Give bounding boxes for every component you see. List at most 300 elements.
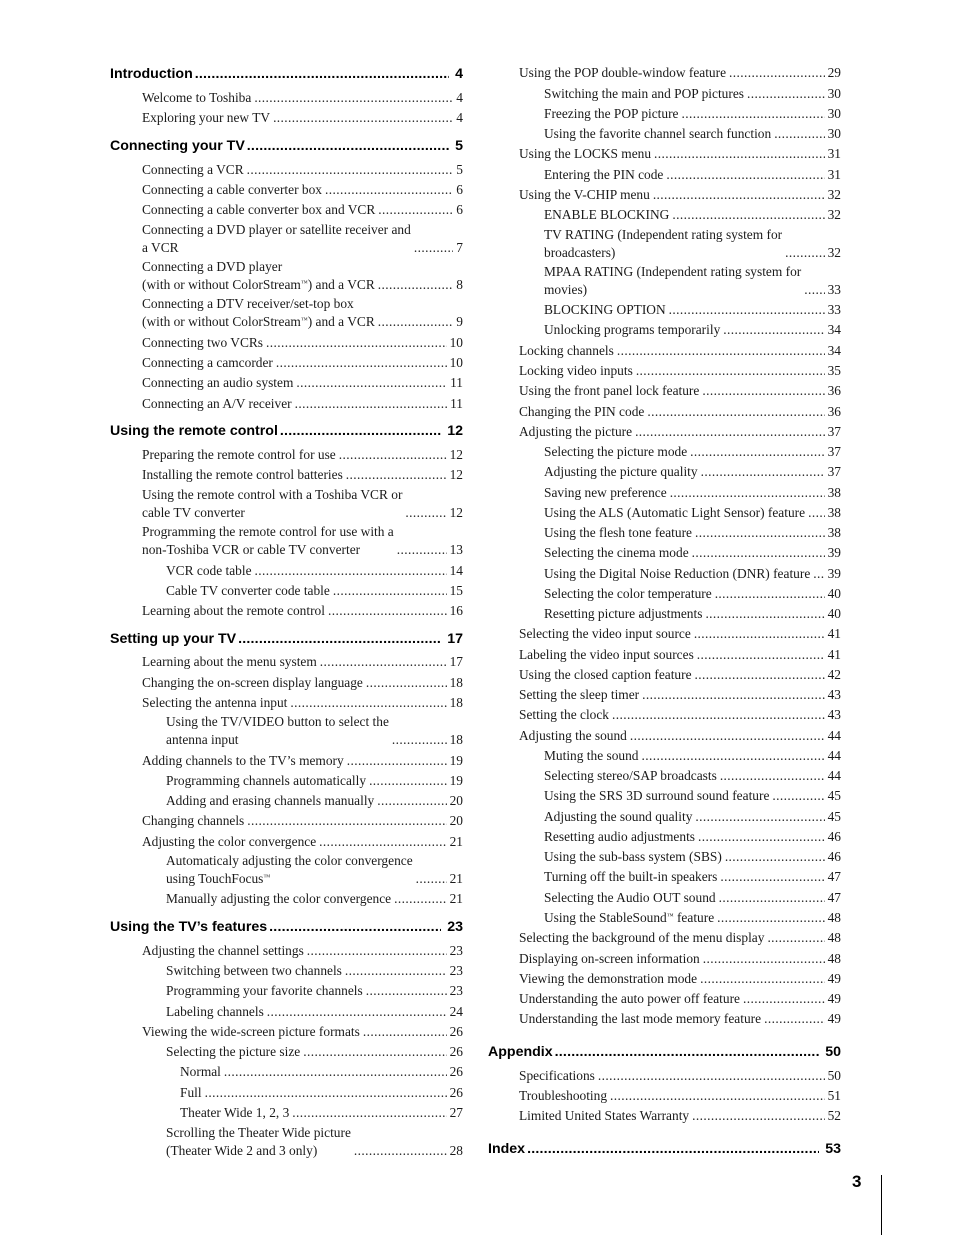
toc-entry-page: 26 (449, 1024, 463, 1039)
toc-entry-title: TV RATING (Independent rating system for broadcasters) (544, 227, 783, 260)
toc-entry-title: Changing the on-screen display language (142, 675, 363, 690)
toc-entry-page: 5 (455, 138, 463, 154)
toc-entry-page: 18 (449, 675, 463, 690)
toc-entry-page: 36 (827, 383, 841, 398)
toc-entry-page: 38 (827, 525, 841, 540)
toc-entry-selecting-stereo-sap-broadcasts (544, 767, 841, 784)
toc-entry-page: 4 (456, 90, 463, 105)
toc-entry-limited-united-states-warranty (519, 1107, 841, 1124)
toc-entry-title: Programming the remote control for use with a non-Toshiba VCR or cable TV converter (142, 524, 394, 557)
toc-entry-title: Resetting audio adjustments (544, 829, 695, 844)
toc-entry-title: Connecting a cable converter box (142, 182, 322, 197)
toc-entry-title: Using the LOCKS menu (519, 146, 652, 161)
toc-entry-page: 34 (827, 343, 841, 358)
dot-leader (267, 1003, 447, 1020)
dot-leader (339, 446, 447, 463)
toc-entry-page: 32 (827, 207, 841, 222)
toc-entry-page: 43 (827, 687, 841, 702)
toc-entry-title: Changing the PIN code (519, 404, 645, 419)
toc-entry-title: Using the remote control with a Toshiba VCR or cable TV converter (142, 487, 403, 520)
toc-entry-page: 36 (827, 404, 841, 419)
toc-entry-title: Normal (180, 1064, 221, 1079)
toc-entry-page: 33 (827, 302, 841, 317)
toc-entry-page: 20 (449, 793, 463, 808)
toc-entry-title: Cable TV converter code table (166, 583, 330, 598)
toc-section-using-the-remote-control (110, 423, 463, 440)
toc-entry-title: Using the POP double-window feature (519, 65, 727, 80)
dot-leader (702, 382, 824, 399)
toc-entry-page: 23 (449, 983, 463, 998)
page-number-rule (881, 1175, 882, 1235)
toc-entry-page: 21 (449, 891, 463, 906)
toc-entry-page: 44 (827, 728, 841, 743)
toc-entry-using-the-closed-caption-feature (519, 666, 841, 683)
toc-entry-adjusting-the-picture-quality (544, 463, 841, 480)
toc-entry-using-the-srs-3d-surround-sound-feature (544, 787, 841, 804)
toc-entry-page: 37 (827, 444, 841, 459)
toc-entry-changing-the-pin-code (519, 403, 841, 420)
toc-entry-title: Understanding the last mode memory feature (519, 1011, 762, 1026)
toc-entry-title: Selecting stereo/SAP broadcasts (544, 768, 717, 783)
dot-leader (695, 524, 825, 541)
toc-entry-tv-rating-independent-rating-system-for-broadcas (544, 226, 841, 261)
toc-entry-title: Displaying on-screen information (519, 951, 700, 966)
toc-entry-changing-channels (142, 812, 463, 829)
toc-entry-setting-the-sleep-timer (519, 686, 841, 703)
toc-entry-title: Index (488, 1141, 526, 1157)
toc-entry-using-the-favorite-channel-search-function (544, 125, 841, 142)
toc-entry-title: Theater Wide 1, 2, 3 (180, 1105, 290, 1120)
toc-entry-automaticaly-adjusting-the-color-convergence-usi (166, 852, 463, 887)
toc-entry-title: Selecting the Audio OUT sound (544, 890, 716, 905)
toc-entry-switching-the-main-and-pop-pictures (544, 85, 841, 102)
dot-leader (378, 276, 454, 294)
toc-entry-mpaa-rating-independent-rating-system-for-movies (544, 263, 841, 298)
dot-leader (670, 484, 825, 501)
toc-entry-title: Connecting a DVD player or satellite receiver and a VCR (142, 222, 411, 255)
toc-entry-adjusting-the-sound-quality (544, 808, 841, 825)
dot-leader (725, 848, 825, 865)
dot-leader (276, 354, 447, 371)
toc-entry-title: Connecting a DVD player (with or without ColorStream™) and a VCR (142, 259, 375, 292)
toc-entry-page: 31 (827, 167, 841, 182)
toc-entry-connecting-a-dvd-player-or-satellite-receiver-an (142, 221, 463, 256)
toc-entry-title: Saving new preference (544, 485, 667, 500)
dot-leader (617, 342, 825, 359)
toc-entry-title: Connecting a DTV receiver/set-top box (with or without ColorStream™) and a VCR (142, 296, 375, 329)
toc-entry-using-the-sub-bass-system-sbs (544, 848, 841, 865)
toc-entry-page: 35 (827, 363, 841, 378)
toc-entry-page: 16 (449, 603, 463, 618)
toc-entry-connecting-a-dvd-player-with-or-without-colorstr (142, 258, 463, 293)
toc-entry-connecting-an-a-v-receiver (142, 395, 463, 412)
toc-entry-selecting-the-cinema-mode (544, 544, 841, 561)
dot-leader (527, 1141, 819, 1158)
toc-entry-title: Viewing the demonstration mode (519, 971, 698, 986)
toc-entry-page: 24 (449, 1004, 463, 1019)
toc-entry-troubleshooting (519, 1087, 841, 1104)
toc-entry-page: 40 (827, 586, 841, 601)
toc-entry-title: Freezing the POP picture (544, 106, 679, 121)
dot-leader (296, 374, 447, 391)
toc-entry-page: 14 (449, 563, 463, 578)
toc-entry-page: 48 (827, 910, 841, 925)
toc-entry-title: Learning about the remote control (142, 603, 325, 618)
toc-entry-blocking-option (544, 301, 841, 318)
toc-entry-locking-channels (519, 342, 841, 359)
toc-entry-page: 7 (456, 239, 463, 255)
toc-section-introduction (110, 66, 463, 83)
toc-entry-page: 44 (827, 748, 841, 763)
toc-entry-title: Learning about the menu system (142, 654, 317, 669)
toc-entry-welcome-to-toshiba (142, 89, 463, 106)
toc-entry-connecting-a-vcr (142, 161, 463, 178)
toc-entry-selecting-the-background-of-the-menu-display (519, 929, 841, 946)
toc-entry-title: Using the Digital Noise Reduction (DNR) feature (544, 566, 811, 581)
toc-entry-title: Selecting the picture size (166, 1044, 301, 1059)
toc-entry-page: 19 (449, 753, 463, 768)
dot-leader (698, 828, 825, 845)
dot-leader (292, 1104, 446, 1121)
dot-leader (705, 605, 824, 622)
toc-entry-page: 49 (827, 971, 841, 986)
toc-entry-full (180, 1084, 463, 1101)
toc-entry-connecting-two-vcrs (142, 334, 463, 351)
toc-entry-page: 32 (827, 244, 841, 260)
toc-entry-programming-channels-automatically (166, 772, 463, 789)
toc-entry-using-the-als-automatic-light-sensor-feature (544, 504, 841, 521)
dot-leader (392, 731, 447, 749)
toc-entry-title: Selecting the color temperature (544, 586, 712, 601)
toc-entry-page: 4 (456, 110, 463, 125)
dot-leader (723, 321, 824, 338)
toc-entry-page: 23 (449, 943, 463, 958)
toc-entry-title: Selecting the video input source (519, 626, 691, 641)
toc-entry-title: Using the TV’s features (110, 919, 268, 935)
toc-entry-connecting-a-cable-converter-box (142, 181, 463, 198)
dot-leader (654, 145, 825, 162)
toc-entry-specifications (519, 1067, 841, 1084)
dot-leader (764, 1010, 825, 1027)
dot-leader (266, 334, 447, 351)
toc-section-index (488, 1141, 841, 1158)
toc-entry-adding-and-erasing-channels-manually (166, 792, 463, 809)
dot-leader (303, 1043, 446, 1060)
toc-entry-enable-blocking (544, 206, 841, 223)
toc-entry-programming-the-remote-control-for-use-with-a-no (142, 523, 463, 558)
dot-leader (635, 423, 825, 440)
toc-entry-page: 43 (827, 707, 841, 722)
toc-entry-selecting-the-antenna-input (142, 694, 463, 711)
dot-leader (694, 625, 825, 642)
toc-entry-page: 12 (449, 467, 463, 482)
dot-leader (224, 1063, 447, 1080)
dot-leader (701, 463, 825, 480)
dot-leader (743, 990, 825, 1007)
dot-leader (205, 1084, 447, 1101)
toc-entry-page: 11 (450, 396, 463, 411)
toc-entry-title: Adding channels to the TV’s memory (142, 753, 344, 768)
toc-entry-selecting-the-picture-size (166, 1043, 463, 1060)
dot-leader (555, 1044, 820, 1061)
toc-entry-page: 46 (827, 849, 841, 864)
toc-entry-vcr-code-table (166, 562, 463, 579)
toc-entry-turning-off-the-built-in-speakers (544, 868, 841, 885)
dot-leader (325, 181, 453, 198)
toc-entry-page: 30 (827, 106, 841, 121)
toc-entry-title: Using the remote control (110, 423, 278, 439)
dot-leader (717, 909, 824, 926)
toc-entry-title: Using the favorite channel search function (544, 126, 772, 141)
toc-entry-title: Selecting the background of the menu display (519, 930, 765, 945)
toc-entry-page: 18 (449, 731, 463, 747)
dot-leader (653, 186, 825, 203)
toc-entry-page: 37 (827, 464, 841, 479)
toc-entry-page: 45 (827, 809, 841, 824)
toc-entry-title: Adjusting the color convergence (142, 834, 317, 849)
toc-entry-page: 12 (449, 504, 463, 520)
toc-entry-using-the-stablesound-feature (544, 909, 841, 926)
toc-entry-title: Adjusting the sound quality (544, 809, 693, 824)
toc-entry-page: 38 (827, 505, 841, 520)
toc-entry-using-the-flesh-tone-feature (544, 524, 841, 541)
toc-entry-title: Adjusting the sound (519, 728, 627, 743)
toc-entry-labeling-the-video-input-sources (519, 646, 841, 663)
toc-entry-page: 33 (827, 281, 841, 297)
toc-entry-using-the-front-panel-lock-feature (519, 382, 841, 399)
dot-leader (692, 1107, 825, 1124)
toc-entry-title: Introduction (110, 66, 193, 82)
toc-entry-setting-the-clock (519, 706, 841, 723)
toc-entry-title: Viewing the wide-screen picture formats (142, 1024, 360, 1039)
dot-leader (747, 85, 825, 102)
toc-entry-title: Adjusting the picture quality (544, 464, 698, 479)
toc-entry-preparing-the-remote-control-for-use (142, 446, 463, 463)
toc-entry-title: Changing channels (142, 813, 245, 828)
toc-entry-switching-between-two-channels (166, 962, 463, 979)
toc-entry-adjusting-the-sound (519, 727, 841, 744)
toc-entry-page: 48 (827, 930, 841, 945)
toc-entry-page: 15 (449, 583, 463, 598)
toc-entry-title: Limited United States Warranty (519, 1108, 690, 1123)
toc-entry-saving-new-preference (544, 484, 841, 501)
dot-leader (378, 313, 454, 331)
toc-entry-page: 32 (827, 187, 841, 202)
toc-entry-page: 52 (827, 1108, 841, 1123)
toc-entry-page: 28 (449, 1142, 463, 1158)
toc-entry-connecting-an-audio-system (142, 374, 463, 391)
toc-entry-page: 26 (449, 1064, 463, 1079)
toc-entry-title: Using the flesh tone feature (544, 525, 692, 540)
dot-leader (347, 752, 447, 769)
dot-leader (378, 201, 453, 218)
toc-entry-selecting-the-picture-mode (544, 443, 841, 460)
toc-entry-title: Selecting the cinema mode (544, 545, 689, 560)
dot-leader (366, 982, 447, 999)
dot-leader (729, 64, 825, 81)
toc-entry-using-the-locks-menu (519, 145, 841, 162)
toc-entry-page: 23 (449, 963, 463, 978)
toc-entry-title: Connecting a VCR (142, 162, 244, 177)
toc-entry-muting-the-sound (544, 747, 841, 764)
toc-entry-page: 17 (449, 654, 463, 669)
toc-entry-page: 51 (827, 1088, 841, 1103)
toc-entry-title: Troubleshooting (519, 1088, 608, 1103)
toc-entry-page: 23 (447, 919, 463, 935)
toc-section-connecting-your-tv (110, 138, 463, 155)
toc-entry-page: 42 (827, 667, 841, 682)
toc-entry-title: Setting the sleep timer (519, 687, 640, 702)
toc-entry-selecting-the-audio-out-sound (544, 889, 841, 906)
toc-entry-labeling-channels (166, 1003, 463, 1020)
dot-leader (669, 301, 825, 318)
dot-leader (682, 105, 825, 122)
dot-leader (715, 585, 825, 602)
toc-entry-page: 12 (449, 447, 463, 462)
toc-entry-title: Unlocking programs temporarily (544, 322, 721, 337)
toc-entry-page: 13 (449, 541, 463, 557)
toc-entry-title: Installing the remote control batteries (142, 467, 343, 482)
dot-leader (363, 1023, 447, 1040)
dot-leader (269, 919, 441, 936)
toc-entry-connecting-a-dtv-receiver-set-top-box-with-or-wi (142, 295, 463, 330)
toc-entry-title: Labeling the video input sources (519, 647, 694, 662)
toc-entry-exploring-your-new-tv (142, 109, 463, 126)
toc-entry-title: Connecting a cable converter box and VCR (142, 202, 376, 217)
toc-entry-page: 37 (827, 424, 841, 439)
toc-entry-title: Programming your favorite channels (166, 983, 363, 998)
toc-entry-viewing-the-wide-screen-picture-formats (142, 1023, 463, 1040)
toc-entry-title: Specifications (519, 1068, 595, 1083)
toc-entry-page: 30 (827, 126, 841, 141)
toc-entry-unlocking-programs-temporarily (544, 321, 841, 338)
toc-entry-page: 26 (449, 1085, 463, 1100)
toc-entry-selecting-the-color-temperature (544, 585, 841, 602)
dot-leader (700, 970, 825, 987)
dot-leader (394, 890, 447, 907)
toc-entry-page: 27 (449, 1105, 463, 1120)
toc-entry-adjusting-the-color-convergence (142, 833, 463, 850)
toc-entry-title: Entering the PIN code (544, 167, 664, 182)
toc-entry-page: 46 (827, 829, 841, 844)
toc-entry-page: 30 (827, 86, 841, 101)
toc-entry-using-the-pop-double-window-feature (519, 64, 841, 81)
dot-leader (238, 631, 441, 648)
toc-section-setting-up-your-tv (110, 631, 463, 648)
dot-leader (804, 281, 824, 299)
dot-leader (416, 870, 447, 888)
toc-entry-page: 19 (449, 773, 463, 788)
toc-entry-title: Setting up your TV (110, 631, 237, 647)
toc-entry-learning-about-the-remote-control (142, 602, 463, 619)
dot-leader (774, 125, 824, 142)
toc-entry-title: Using the SRS 3D surround sound feature (544, 788, 770, 803)
dot-leader (328, 602, 447, 619)
dot-leader (772, 787, 824, 804)
toc-entry-title: Resetting picture adjustments (544, 606, 703, 621)
toc-entry-title: Selecting the picture mode (544, 444, 688, 459)
toc-entry-title: ENABLE BLOCKING (544, 207, 670, 222)
dot-leader (369, 772, 447, 789)
toc-entry-title: Using the sub-bass system (SBS) (544, 849, 722, 864)
toc-entry-page: 41 (827, 626, 841, 641)
toc-entry-title: Full (180, 1085, 202, 1100)
dot-leader (666, 166, 824, 183)
dot-leader (703, 950, 825, 967)
toc-entry-title: Connecting two VCRs (142, 335, 264, 350)
toc-entry-title: Adjusting the channel settings (142, 943, 304, 958)
toc-entry-page: 39 (827, 545, 841, 560)
toc-entry-adding-channels-to-the-tvs-memory (142, 752, 463, 769)
toc-entry-page: 49 (827, 1011, 841, 1026)
toc-entry-title: Switching the main and POP pictures (544, 86, 744, 101)
toc-entry-page: 8 (456, 276, 463, 292)
toc-entry-scrolling-the-theater-wide-picture-theater-wide- (166, 1124, 463, 1159)
dot-leader (405, 504, 446, 522)
toc-entry-connecting-a-cable-converter-box-and-vcr (142, 201, 463, 218)
toc-entry-cable-tv-converter-code-table (166, 582, 463, 599)
dot-leader (647, 403, 824, 420)
toc-entry-title: Scrolling the Theater Wide picture (Theater Wide 2 and 3 only) (166, 1125, 351, 1158)
toc-entry-page: 48 (827, 951, 841, 966)
toc-entry-title: Appendix (488, 1044, 553, 1060)
toc-entry-page: 50 (825, 1044, 841, 1060)
toc-entry-using-the-remote-control-with-a-toshiba-vcr-or-c (142, 486, 463, 521)
toc-entry-viewing-the-demonstration-mode (519, 970, 841, 987)
toc-entry-page: 50 (827, 1068, 841, 1083)
toc-entry-title: Manually adjusting the color convergence (166, 891, 392, 906)
toc-entry-locking-video-inputs (519, 362, 841, 379)
toc-entry-title: Preparing the remote control for use (142, 447, 336, 462)
dot-leader (720, 868, 824, 885)
dot-leader (642, 686, 824, 703)
dot-leader (377, 792, 446, 809)
dot-leader (612, 706, 825, 723)
dot-leader (346, 466, 447, 483)
toc-entry-normal (180, 1063, 463, 1080)
toc-entry-using-the-tv-video-button-to-select-the-antenna- (166, 713, 463, 748)
dot-leader (280, 423, 441, 440)
dot-leader (255, 562, 447, 579)
toc-entry-theater-wide-1-2-3 (180, 1104, 463, 1121)
toc-entry-title: Connecting an audio system (142, 375, 294, 390)
toc-entry-title: Using the StableSound™ feature (544, 910, 715, 925)
dot-leader (366, 674, 447, 691)
dot-leader (719, 889, 825, 906)
toc-entry-adjusting-the-picture (519, 423, 841, 440)
toc-entry-title: Muting the sound (544, 748, 639, 763)
dot-leader (630, 727, 825, 744)
toc-entry-page: 18 (449, 695, 463, 710)
toc-entry-page: 53 (825, 1141, 841, 1157)
toc-section-appendix (488, 1044, 841, 1061)
toc-entry-title: VCR code table (166, 563, 252, 578)
toc-entry-changing-the-on-screen-display-language (142, 674, 463, 691)
toc-entry-entering-the-pin-code (544, 166, 841, 183)
toc-entry-resetting-picture-adjustments (544, 605, 841, 622)
page-number: 3 (852, 1172, 862, 1191)
toc-entry-title: Locking video inputs (519, 363, 633, 378)
toc-entry-page: 10 (449, 355, 463, 370)
dot-leader (690, 443, 824, 460)
dot-leader (808, 504, 825, 521)
toc-entry-title: Using the closed caption feature (519, 667, 692, 682)
toc-entry-displaying-on-screen-information (519, 950, 841, 967)
dot-leader (697, 646, 825, 663)
toc-entry-title: Connecting a camcorder (142, 355, 273, 370)
toc-entry-title: Labeling channels (166, 1004, 264, 1019)
toc-entry-page: 39 (827, 566, 841, 581)
